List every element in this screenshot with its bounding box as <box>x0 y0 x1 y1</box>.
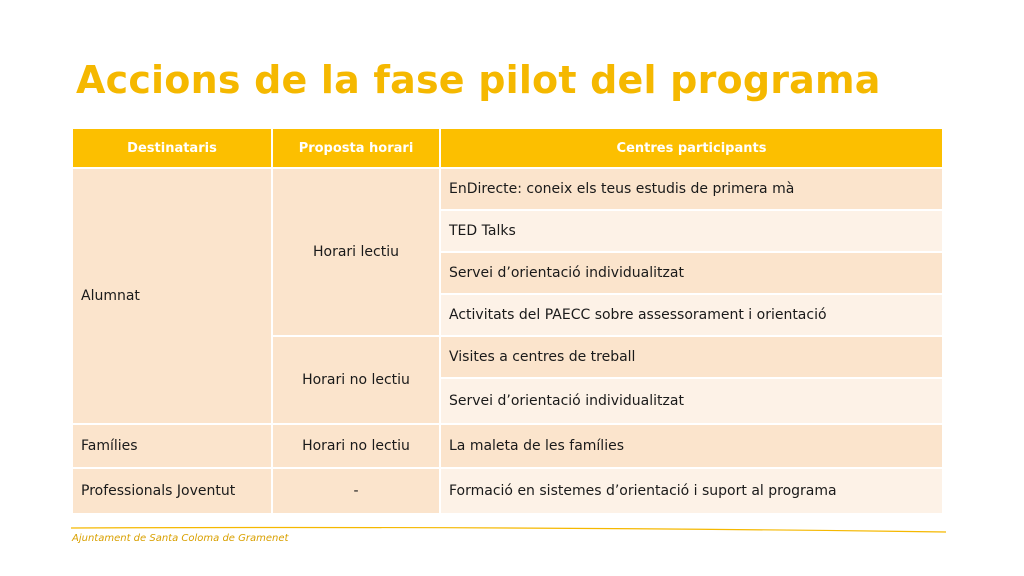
table-row <box>72 168 943 210</box>
cell-centre: Activitats del PAECC sobre assessorament i orientació <box>440 294 943 336</box>
cell-centre: Visites a centres de treball <box>440 336 943 378</box>
page-title: Accions de la fase pilot del programa <box>76 58 881 102</box>
cell-centre: La maleta de les famílies <box>440 424 943 468</box>
cell-destinataris-professionals: Professionals Joventut <box>72 468 272 514</box>
cell-centre: EnDirecte: coneix els teus estudis de primera mà <box>440 168 943 210</box>
table-header-row <box>72 128 943 168</box>
cell-centre: TED Talks <box>440 210 943 252</box>
table-row <box>72 424 943 468</box>
cell-centre: Servei d’orientació individualitzat <box>440 252 943 294</box>
cell-horari-families: Horari no lectiu <box>272 424 440 468</box>
cell-destinataris-alumnat: Alumnat <box>72 168 272 424</box>
cell-horari-no-lectiu: Horari no lectiu <box>272 336 440 424</box>
cell-destinataris-families: Famílies <box>72 424 272 468</box>
table-row <box>72 468 943 514</box>
cell-centre: Formació en sistemes d’orientació i suport al programa <box>440 468 943 514</box>
header-centres-participants: Centres participants <box>440 128 943 168</box>
cell-horari-professionals: - <box>272 468 440 514</box>
actions-table <box>71 127 944 515</box>
footer-text: Ajuntament de Santa Coloma de Gramenet <box>72 533 289 544</box>
cell-centre: Servei d’orientació individualitzat <box>440 378 943 424</box>
header-proposta-horari: Proposta horari <box>272 128 440 168</box>
cell-horari-lectiu: Horari lectiu <box>272 168 440 336</box>
header-destinataris: Destinataris <box>72 128 272 168</box>
